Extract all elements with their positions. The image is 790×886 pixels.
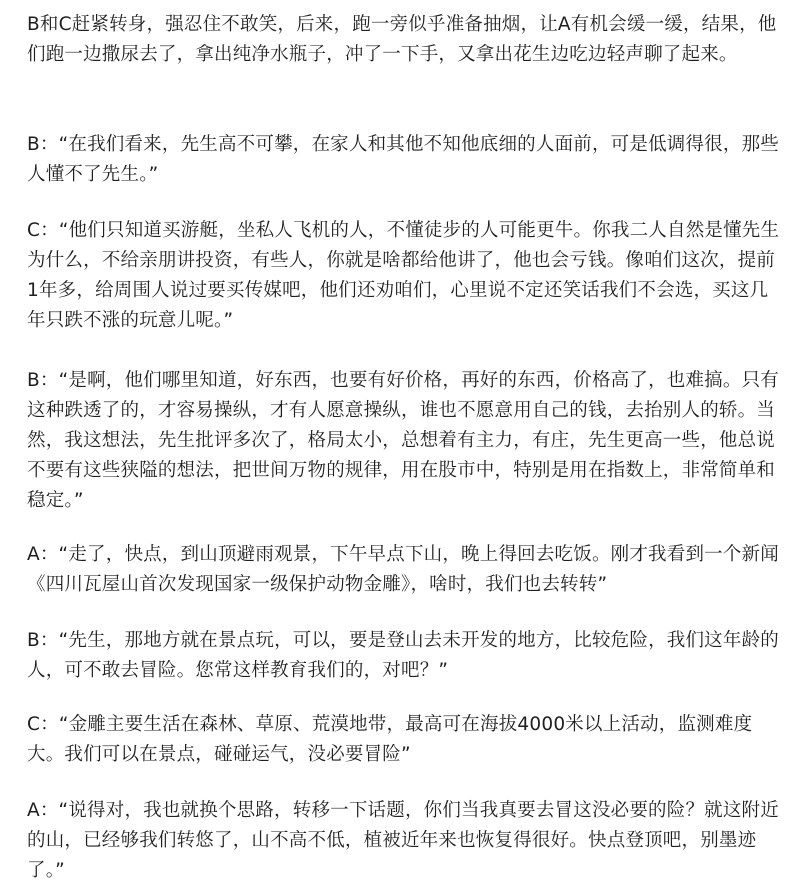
paragraph-dialogue-b: B：“先生，那地方就在景点玩，可以，要是登山去未开发的地方，比较危险，我们这年龄的人，可不敢去冒险。您常这样教育我们的，对吧？” [27,630,779,681]
paragraph-dialogue-c: C：“他们只知道买游艇，坐私人飞机的人，不懂徒步的人可能更牛。你我二人自然是懂先生为什么，不给亲朋讲投资，有些人，你就是啥都给他讲了，他也会亏钱。像咱们这次，提前1年多，给周围人说过要买传媒吧，他们还劝咱们，心里说不定还笑话我们不会选，买这几年只跌不涨的玩意儿呢。” [27,220,780,331]
paragraph-dialogue-b: B：“是啊，他们哪里知道，好东西，也要有好价格，再好的东西，价格高了，也难搞。只有这种跌透了的，才容易操纵，才有人愿意操纵，谁也不愿意用自己的钱，去抬别人的轿。当然，我这想法，先生批评多次了，格局太小，总想着有主力，有庄，先生更高一些，他总说不要有这些狭隘的想法，把世间万物的规律，用在股市中，特别是用在指数上，非常简单和稳定。” [27,370,779,511]
paragraph-dialogue-a: A：“走了，快点，到山顶避雨观景，下午早点下山，晚上得回去吃饭。刚才我看到一个新闻《四川瓦屋山首次发现国家一级保护动物金雕》，啥时，我们也去转转” [27,544,779,595]
paragraph-dialogue-b: B：“在我们看来，先生高不可攀，在家人和其他不知他底细的人面前，可是低调得很，那些人懂不了先生。” [27,134,779,185]
paragraph-narration: B和C赶紧转身，强忍住不敢笑，后来，跑一旁似乎准备抽烟，让A有机会缓一缓，结果，他们跑一边撒尿去了，拿出纯净水瓶子，冲了一下手，又拿出花生边吃边轻声聊了起来。 [27,14,777,65]
paragraph-dialogue-a: A：“说得对，我也就换个思路，转移一下话题，你们当我真要去冒这没必要的险？就这附近的山，已经够我们转悠了，山不高不低，植被近年来也恢复得很好。快点登顶吧，别墨迹了。” [27,800,779,881]
paragraph-dialogue-c: C：“金雕主要生活在森林、草原、荒漠地带，最高可在海拔4000米以上活动，监测难度大。我们可以在景点，碰碰运气，没必要冒险” [27,714,753,765]
